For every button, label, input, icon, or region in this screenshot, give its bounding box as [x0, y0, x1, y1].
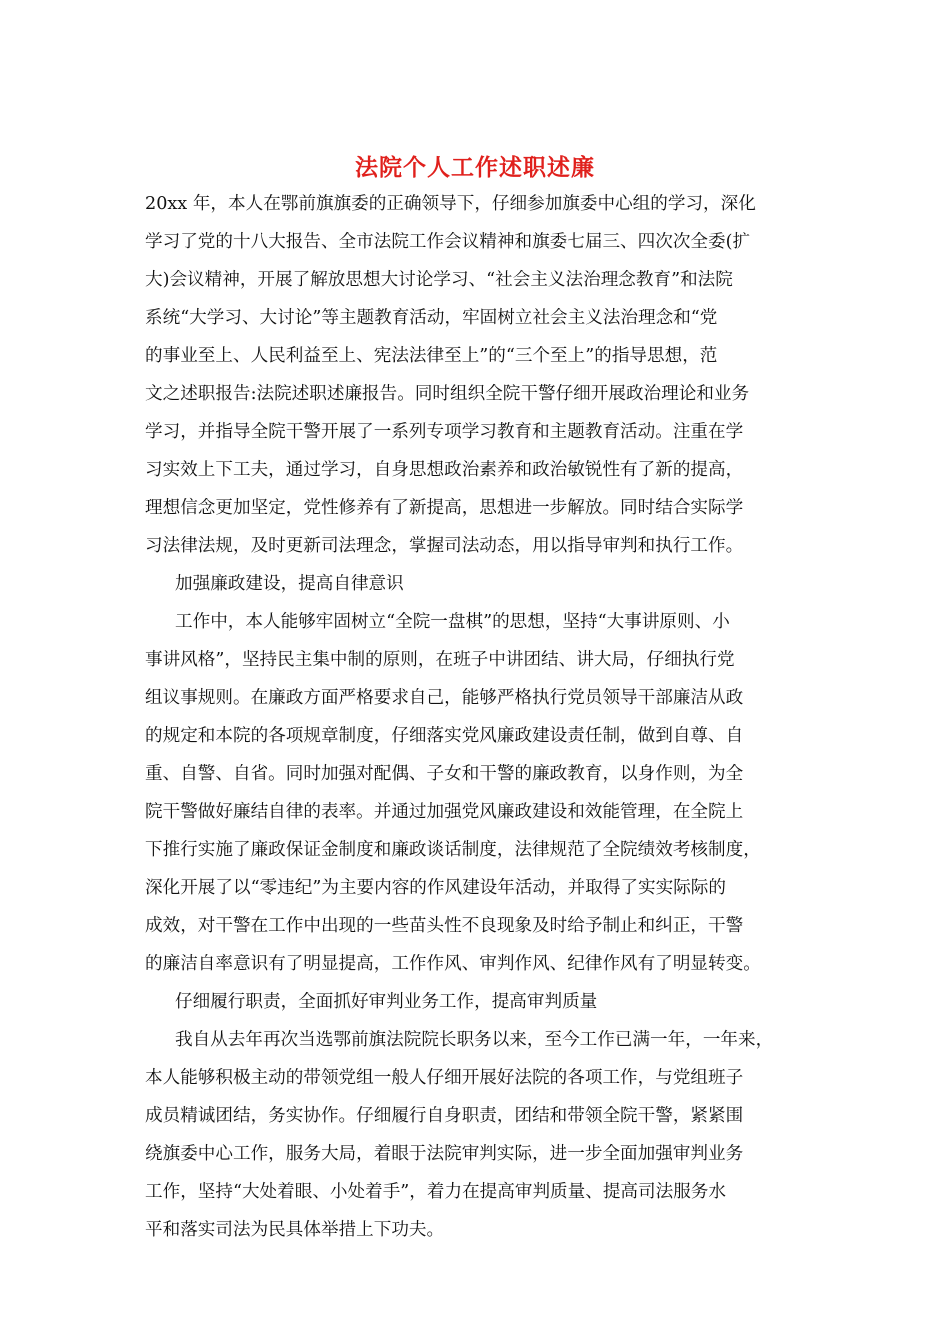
paragraph-1-line-9: 理想信念更加坚定，党性修养有了新提高，思想进一步解放。同时结合实际学: [145, 498, 744, 518]
paragraph-1-line-2: 学习了党的十八大报告、全市法院工作会议精神和旗委七届三、四次次全委(扩: [145, 232, 751, 252]
paragraph-3-line-6: 平和落实司法为民具体举措上下功夫。: [145, 1220, 445, 1240]
paragraph-1-line-5: 的事业至上、人民利益至上、宪法法律至上”的“三个至上”的指导思想，范: [145, 346, 718, 366]
paragraph-2-line-5: 重、自警、自省。同时加强对配偶、子女和干警的廉政教育，以身作则，为全: [145, 764, 744, 784]
paragraph-1-line-6: 文之述职报告:法院述职述廉报告。同时组织全院干警仔细开展政治理论和业务: [145, 384, 750, 404]
paragraph-2-line-10: 的廉洁自率意识有了明显提高，工作作风、审判作风、纪律作风有了明显转变。: [145, 954, 761, 974]
paragraph-2-line-2: 事讲风格”，坚持民主集中制的原则，在班子中讲团结、讲大局，仔细执行党: [145, 650, 735, 670]
paragraph-2-line-8: 深化开展了以“零违纪”为主要内容的作风建设年活动，并取得了实实际际的: [145, 878, 726, 898]
paragraph-3-line-3: 成员精诚团结，务实协作。仔细履行自身职责，团结和带领全院干警，紧紧围: [145, 1106, 744, 1126]
paragraph-1-line-7: 学习，并指导全院干警开展了一系列专项学习教育和主题教育活动。注重在学: [145, 422, 744, 442]
section-heading-integrity: 加强廉政建设，提高自律意识: [175, 574, 404, 594]
paragraph-3-line-1: 我自从去年再次当选鄂前旗法院院长职务以来，至今工作已满一年，一年来，: [175, 1030, 774, 1050]
document-title: 法院个人工作述职述廉: [355, 154, 595, 181]
paragraph-2-line-3: 组议事规则。在廉政方面严格要求自己，能够严格执行党员领导干部廉洁从政: [145, 688, 744, 708]
paragraph-2-line-9: 成效，对干警在工作中出现的一些苗头性不良现象及时给予制止和纠正，干警: [145, 916, 744, 936]
paragraph-1-line-8: 习实效上下工夫，通过学习，自身思想政治素养和政治敏锐性有了新的提高，: [145, 460, 744, 480]
paragraph-3-line-2: 本人能够积极主动的带领党组一般人仔细开展好法院的各项工作，与党组班子: [145, 1068, 744, 1088]
paragraph-2-line-4: 的规定和本院的各项规章制度，仔细落实党风廉政建设责任制，做到自尊、自: [145, 726, 744, 746]
paragraph-2-line-1: 工作中，本人能够牢固树立“全院一盘棋”的思想，坚持“大事讲原则、小: [175, 612, 730, 632]
paragraph-1-line-10: 习法律法规，及时更新司法理念，掌握司法动态，用以指导审判和执行工作。: [145, 536, 744, 556]
paragraph-1-line-1: 20xx 年，本人在鄂前旗旗委的正确领导下，仔细参加旗委中心组的学习，深化: [145, 194, 756, 214]
paragraph-1-line-3: 大)会议精神，开展了解放思想大讨论学习、“社会主义法治理念教育”和法院: [145, 270, 733, 290]
paragraph-3-line-5: 工作，坚持“大处着眼、小处着手”，着力在提高审判质量、提高司法服务水: [145, 1182, 726, 1202]
paragraph-3-line-4: 绕旗委中心工作，服务大局，着眼于法院审判实际，进一步全面加强审判业务: [145, 1144, 744, 1164]
paragraph-2-line-6: 院干警做好廉结自律的表率。并通过加强党风廉政建设和效能管理，在全院上: [145, 802, 744, 822]
paragraph-1-line-4: 系统“大学习、大讨论”等主题教育活动，牢固树立社会主义法治理念和“党: [145, 308, 718, 328]
paragraph-2-line-7: 下推行实施了廉政保证金制度和廉政谈话制度，法律规范了全院绩效考核制度，: [145, 840, 761, 860]
section-heading-duties: 仔细履行职责，全面抓好审判业务工作，提高审判质量: [175, 992, 598, 1012]
